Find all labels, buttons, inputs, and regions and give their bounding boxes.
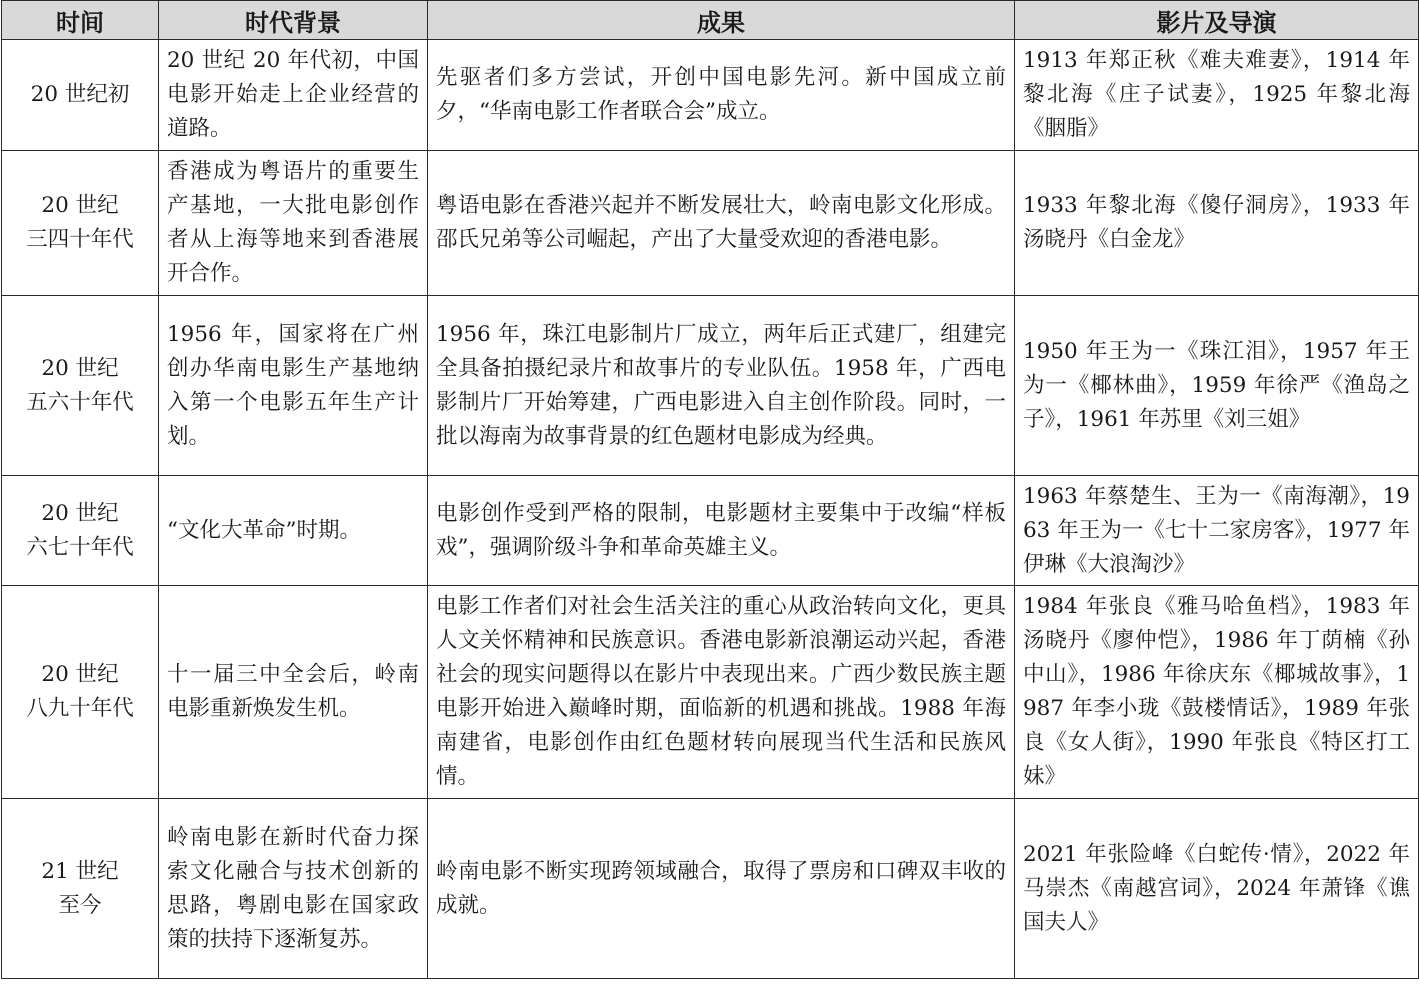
period-cell	[2, 586, 159, 799]
period-line: 六七十年代	[26, 534, 134, 560]
period-cell	[2, 151, 159, 296]
period-line: 20 世纪	[41, 193, 119, 218]
table-row	[2, 40, 1419, 151]
period-cell	[2, 40, 159, 151]
background-cell: 十一届三中全会后，岭南电影重新焕发生机。	[159, 586, 428, 799]
table-row	[2, 476, 1419, 586]
films-cell: 1933 年黎北海《傻仔洞房》，1933 年汤晓丹《白金龙》	[1015, 151, 1419, 296]
achievements-cell: 先驱者们多方尝试，开创中国电影先河。新中国成立前夕，“华南电影工作者联合会”成立。	[428, 40, 1015, 151]
period-cell	[2, 476, 159, 586]
header-background: 时代背景	[159, 1, 428, 40]
table-row	[2, 296, 1419, 476]
period-cell	[2, 799, 159, 979]
background-cell: 香港成为粤语片的重要生产基地，一大批电影创作者从上海等地来到香港展开合作。	[159, 151, 428, 296]
header-period: 时间	[2, 1, 159, 40]
achievements-cell: 岭南电影不断实现跨领域融合，取得了票房和口碑双丰收的成就。	[428, 799, 1015, 979]
table-body	[2, 40, 1419, 979]
period-line: 20 世纪	[41, 500, 119, 526]
period-line: 20 世纪	[41, 662, 119, 687]
films-cell: 1950 年王为一《珠江泪》，1957 年王为一《椰林曲》，1959 年徐严《渔岛之子》，1961 年苏里《刘三姐》	[1015, 296, 1419, 476]
period-line: 21 世纪	[41, 858, 119, 884]
period-line: 五六十年代	[26, 389, 134, 415]
period-line: 三四十年代	[26, 227, 134, 252]
header-row	[2, 1, 1419, 40]
table-header	[2, 1, 1419, 40]
header-achievements: 成果	[428, 1, 1015, 40]
films-cell: 2021 年张险峰《白蛇传·情》，2022 年马崇杰《南越宫词》，2024 年萧锋《谯国夫人》	[1015, 799, 1419, 979]
lingnan-film-history-table	[1, 0, 1419, 979]
films-cell: 1963 年蔡楚生、王为一《南海潮》，1963 年王为一《七十二家房客》，1977 年伊琳《大浪淘沙》	[1015, 476, 1419, 586]
achievements-cell: 电影创作受到严格的限制，电影题材主要集中于改编“样板戏”，强调阶级斗争和革命英雄主义。	[428, 476, 1015, 586]
achievements-cell: 电影工作者们对社会生活关注的重心从政治转向文化，更具人文关怀精神和民族意识。香港电影新浪潮运动兴起，香港社会的现实问题得以在影片中表现出来。广西少数民族主题电影开始进入巅峰时期，面临新的机遇和挑战。1988 年海南建省，电影创作由红色题材转向展现当代生活和民族风情。	[428, 586, 1015, 799]
period-line: 八九十年代	[26, 696, 134, 721]
background-cell: 20 世纪 20 年代初，中国电影开始走上企业经营的道路。	[159, 40, 428, 151]
period-line: 20 世纪	[41, 355, 119, 381]
period-line: 20 世纪初	[30, 82, 130, 107]
background-cell: 岭南电影在新时代奋力探索文化融合与技术创新的思路，粤剧电影在国家政策的扶持下逐渐复苏。	[159, 799, 428, 979]
header-films: 影片及导演	[1015, 1, 1419, 40]
achievements-cell: 1956 年，珠江电影制片厂成立，两年后正式建厂，组建完全具备拍摄纪录片和故事片的专业队伍。1958 年，广西电影制片厂开始筹建，广西电影进入自主创作阶段。同时，一批以海南为故事背景的红色题材电影成为经典。	[428, 296, 1015, 476]
background-cell: “文化大革命”时期。	[159, 476, 428, 586]
films-cell: 1984 年张良《雅马哈鱼档》，1983 年汤晓丹《廖仲恺》，1986 年丁荫楠《孙中山》，1986 年徐庆东《椰城故事》，1987 年李小珑《鼓楼情话》，1989 年张良《女人街》，1990 年张良《特区打工妹》	[1015, 586, 1419, 799]
table-row	[2, 799, 1419, 979]
table-row	[2, 151, 1419, 296]
achievements-cell: 粤语电影在香港兴起并不断发展壮大，岭南电影文化形成。邵氏兄弟等公司崛起，产出了大量受欢迎的香港电影。	[428, 151, 1015, 296]
period-line: 至今	[58, 892, 102, 918]
period-cell	[2, 296, 159, 476]
table-row	[2, 586, 1419, 799]
background-cell: 1956 年，国家将在广州创办华南电影生产基地纳入第一个电影五年生产计划。	[159, 296, 428, 476]
films-cell: 1913 年郑正秋《难夫难妻》，1914 年黎北海《庄子试妻》，1925 年黎北海《胭脂》	[1015, 40, 1419, 151]
